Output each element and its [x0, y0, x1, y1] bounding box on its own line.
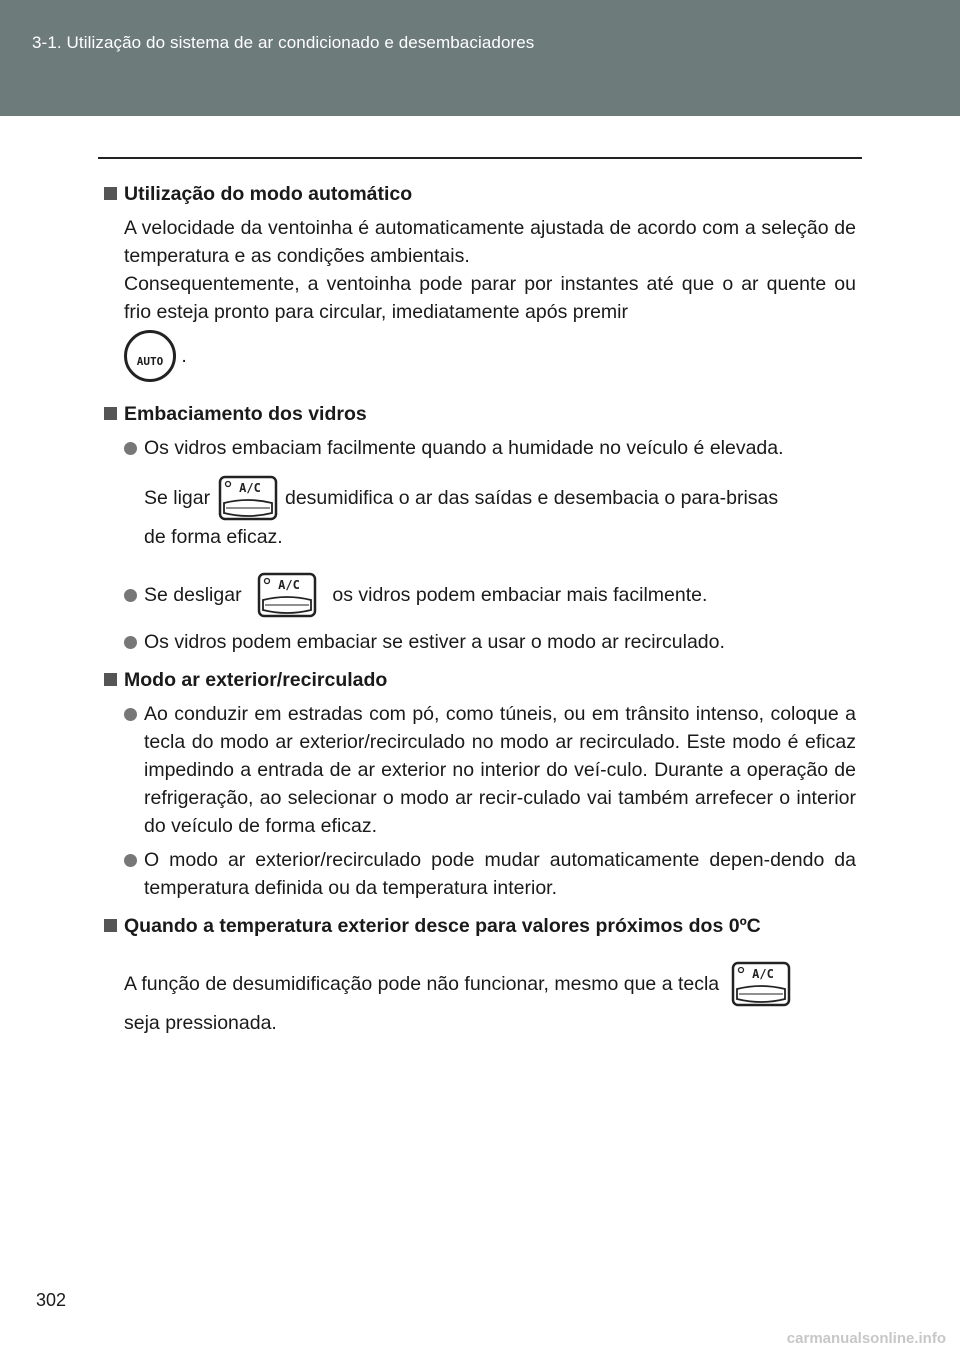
header-rule: [98, 157, 862, 159]
list-item: [104, 628, 856, 656]
paragraph-text: .: [181, 345, 187, 367]
ac-line: [104, 474, 856, 523]
list-item-text: Os vidros embaciam facilmente quando a humidade no veículo é elevada.: [144, 437, 784, 459]
list-item-text: O modo ar exterior/recirculado pode mudar automaticamente depen-dendo da temperatura definida ou da temperatura interior.: [144, 848, 856, 899]
square-bullet-icon: [104, 187, 117, 200]
square-bullet-icon: [104, 407, 117, 420]
list-item: [104, 846, 856, 902]
ac-button-icon: [729, 961, 793, 1009]
list-item-text: Ao conduzir em estradas com pó, como túneis, ou em trânsito intenso, coloque a tecla do modo ar exterior/recirculado no modo ar recirculado. Este modo é eficaz impedindo a entrada de ar exterior no interior do veí-culo. Durante a operação de refrigeração, ao selecionar o modo ar recir-culado vai também arrefecer o interior do veículo de forma eficaz.: [144, 702, 856, 837]
paragraph: [104, 270, 856, 326]
section-title: Modo ar exterior/recirculado: [124, 668, 388, 691]
list-item-text: Se desligar: [144, 583, 242, 606]
ac-button-icon: [255, 572, 319, 620]
list-item: [104, 434, 856, 462]
list-item: [104, 571, 856, 620]
round-bullet-icon: [124, 442, 137, 455]
section-heading-recirculation: [104, 666, 856, 694]
section-title: Embaciamento dos vidros: [124, 403, 367, 425]
paragraph-text: desumidifica o ar das saídas e desembacia o para-brisas: [284, 487, 779, 509]
round-bullet-icon: [124, 636, 137, 649]
section-title: Utilização do modo automático: [124, 183, 413, 205]
watermark: carmanualsonline.info: [786, 1330, 946, 1347]
ac-line: [104, 960, 856, 1009]
paragraph: seja pressionada.: [124, 1011, 277, 1034]
section-heading-auto-mode: [104, 180, 856, 208]
list-item-text: Os vidros podem embaciar se estiver a usar o modo ar recirculado.: [144, 630, 725, 653]
list-item-text: os vidros podem embaciar mais facilmente.: [332, 583, 708, 606]
ac-label: A/C: [238, 480, 261, 495]
paragraph-text: Se ligar: [144, 487, 211, 509]
ac-button-icon: [216, 475, 280, 523]
list-item: [104, 700, 856, 840]
chapter-title: 3-1. Utilização do sistema de ar condicionado e desembaciadores: [32, 33, 535, 52]
square-bullet-icon: [104, 673, 117, 686]
round-bullet-icon: [124, 589, 137, 602]
section-heading-fogging: [104, 400, 856, 428]
auto-line: [104, 330, 856, 390]
section-title: Quando a temperatura exterior desce para valores próximos dos 0ºC: [124, 914, 761, 937]
paragraph: de forma eficaz.: [144, 525, 283, 548]
paragraph-text: A função de desumidificação pode não funcionar, mesmo que a tecla: [124, 972, 720, 995]
auto-button-icon: [124, 330, 176, 382]
page-content: [104, 180, 856, 1037]
auto-label: AUTO: [136, 355, 164, 368]
page-number: 302: [36, 1290, 67, 1310]
chapter-header: [0, 0, 960, 116]
section-heading-low-temperature: [104, 912, 856, 940]
round-bullet-icon: [124, 854, 137, 867]
ac-label: A/C: [278, 577, 300, 592]
paragraph: A velocidade da ventoinha é automaticamente ajustada de acordo com a seleção de temperatura e as condições ambientais.: [124, 217, 856, 267]
paragraph-text: Consequentemente, a ventoinha pode parar por instantes até que o ar quente ou frio esteja pronto para circular, imediatamente após premir: [124, 273, 856, 323]
round-bullet-icon: [124, 708, 137, 721]
square-bullet-icon: [104, 919, 117, 932]
ac-label: A/C: [751, 966, 774, 981]
